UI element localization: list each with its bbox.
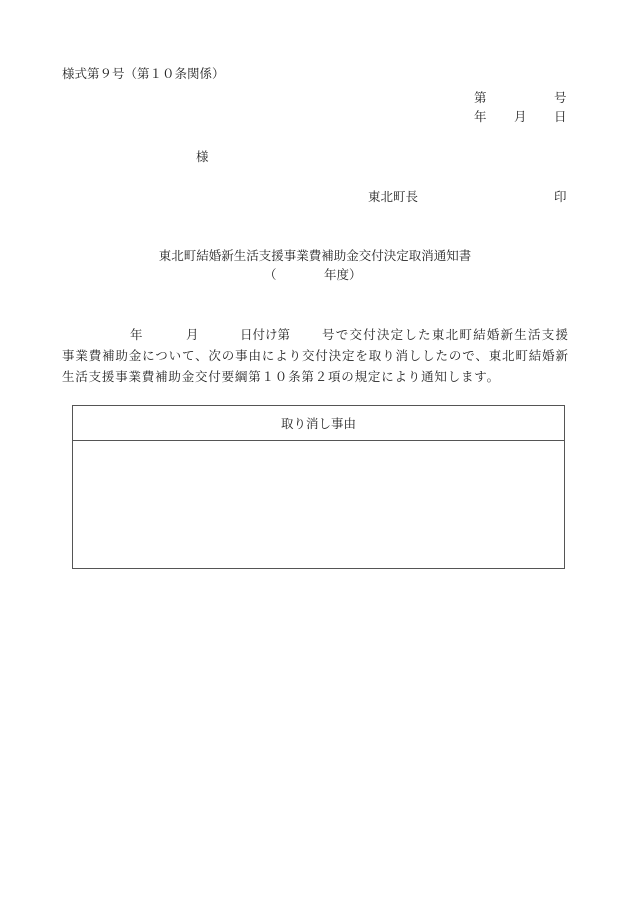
date-day: 日 [554,109,567,124]
reason-content[interactable] [73,441,564,569]
seal-mark: 印 [554,189,567,204]
form-number: 様式第９号（第１０条関係） [62,66,225,81]
fiscal-year-label: 年度） [324,267,362,282]
body-line3: 生活支援事業費補助金交付要綱第１０条第２項の規定により通知します。 [62,369,500,384]
addressee-suffix: 様 [196,149,209,164]
body-day: 日付け第 [240,327,291,342]
date-month: 月 [514,109,527,124]
reason-header: 取り消し事由 [73,406,564,441]
body-line2: 事業費補助金について、次の事由により交付決定を取り消ししたので、東北町結婚新 [62,348,568,363]
reason-table [72,405,565,569]
fiscal-year-open: （ [264,267,277,282]
body-line1-rest: 号で交付決定した東北町結婚新生活支援 [322,327,568,342]
body-year: 年 [130,327,143,342]
doc-number-suffix: 号 [554,90,567,105]
sender-title: 東北町長 [368,189,419,204]
body-month: 月 [186,327,199,342]
date-year: 年 [474,109,487,124]
document-title: 東北町結婚新生活支援事業費補助金交付決定取消通知書 [158,248,472,263]
doc-number-prefix: 第 [474,90,487,105]
